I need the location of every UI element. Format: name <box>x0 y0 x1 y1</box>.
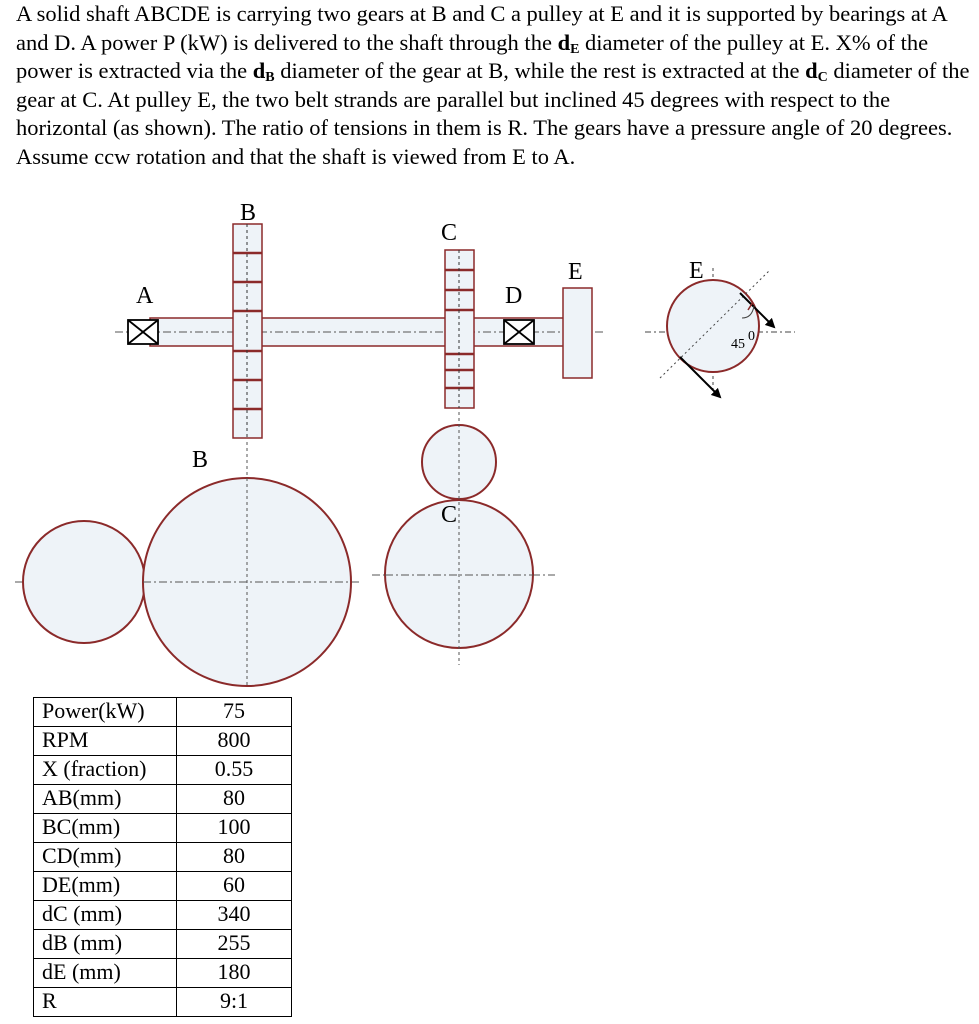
param-key: Power(kW) <box>34 698 177 727</box>
label-d: D <box>505 283 523 309</box>
label-e-side: E <box>689 258 704 284</box>
dB-main: d <box>252 58 266 83</box>
table-row <box>34 698 292 727</box>
param-key: BC(mm) <box>34 814 177 843</box>
angle-label: 45 <box>731 337 745 352</box>
param-value: 60 <box>177 872 292 901</box>
table-row <box>34 756 292 785</box>
table-row <box>34 959 292 988</box>
dB-sub: B <box>265 70 275 85</box>
param-value: 0.55 <box>177 756 292 785</box>
label-c-bottom: C <box>441 502 458 528</box>
table-row <box>34 814 292 843</box>
label-c-top: C <box>441 220 458 246</box>
param-value: 800 <box>177 727 292 756</box>
problem-text-1: A solid shaft ABCDE is carrying two gears at B and C a pulley at E and it is supported by bearings at A and D. A power P (kW) is delivered to the shaft through the <box>16 1 947 55</box>
table-row <box>34 901 292 930</box>
param-key: RPM <box>34 727 177 756</box>
param-key: dE (mm) <box>34 959 177 988</box>
param-value: 75 <box>177 698 292 727</box>
table-row <box>34 843 292 872</box>
param-value: 180 <box>177 959 292 988</box>
param-value: 255 <box>177 930 292 959</box>
label-b-top: B <box>240 200 257 226</box>
param-key: AB(mm) <box>34 785 177 814</box>
pulley-e-end-view <box>645 268 795 397</box>
table-row <box>34 930 292 959</box>
param-value: 340 <box>177 901 292 930</box>
problem-text-4: diameter of the gear at C. At pulley E, the two belt strands are parallel but inclined 45 degrees with respect to the horizontal (as shown). The ratio of tensions in them is R. The gears have a pressure angle of 20 degrees. Assume ccw rotation and that the shaft is viewed from E to A. <box>16 58 970 169</box>
param-value: 9:1 <box>177 988 292 1017</box>
pulley-e <box>563 288 592 378</box>
param-key: X (fraction) <box>34 756 177 785</box>
label-b-bottom: B <box>192 447 209 473</box>
problem-text-2: diameter of the pulley at E. X% of the power is extracted via the <box>16 29 929 83</box>
param-key: dC (mm) <box>34 901 177 930</box>
param-value: 80 <box>177 785 292 814</box>
degree-mark: 0 <box>748 329 755 344</box>
label-e: E <box>568 259 583 285</box>
dC-sub: C <box>817 70 828 85</box>
gear-b-side <box>233 224 262 438</box>
table-row <box>34 988 292 1017</box>
param-value: 80 <box>177 843 292 872</box>
dC-main: d <box>805 58 818 83</box>
param-key: CD(mm) <box>34 843 177 872</box>
dE-sub: E <box>570 41 580 57</box>
parameter-table <box>33 697 292 1017</box>
table-row <box>34 785 292 814</box>
label-a: A <box>136 283 154 309</box>
gear-b-pinion-circle <box>23 521 145 643</box>
problem-text-3: diameter of the gear at B, while the rest is extracted at the <box>274 58 806 83</box>
param-key: DE(mm) <box>34 872 177 901</box>
bearing-d <box>504 320 534 344</box>
table-row <box>34 727 292 756</box>
param-key: R <box>34 988 177 1017</box>
param-key: dB (mm) <box>34 930 177 959</box>
bearing-a <box>128 320 158 344</box>
table-row <box>34 872 292 901</box>
dE-main: d <box>557 29 571 55</box>
gear-c-side <box>445 250 474 408</box>
param-value: 100 <box>177 814 292 843</box>
